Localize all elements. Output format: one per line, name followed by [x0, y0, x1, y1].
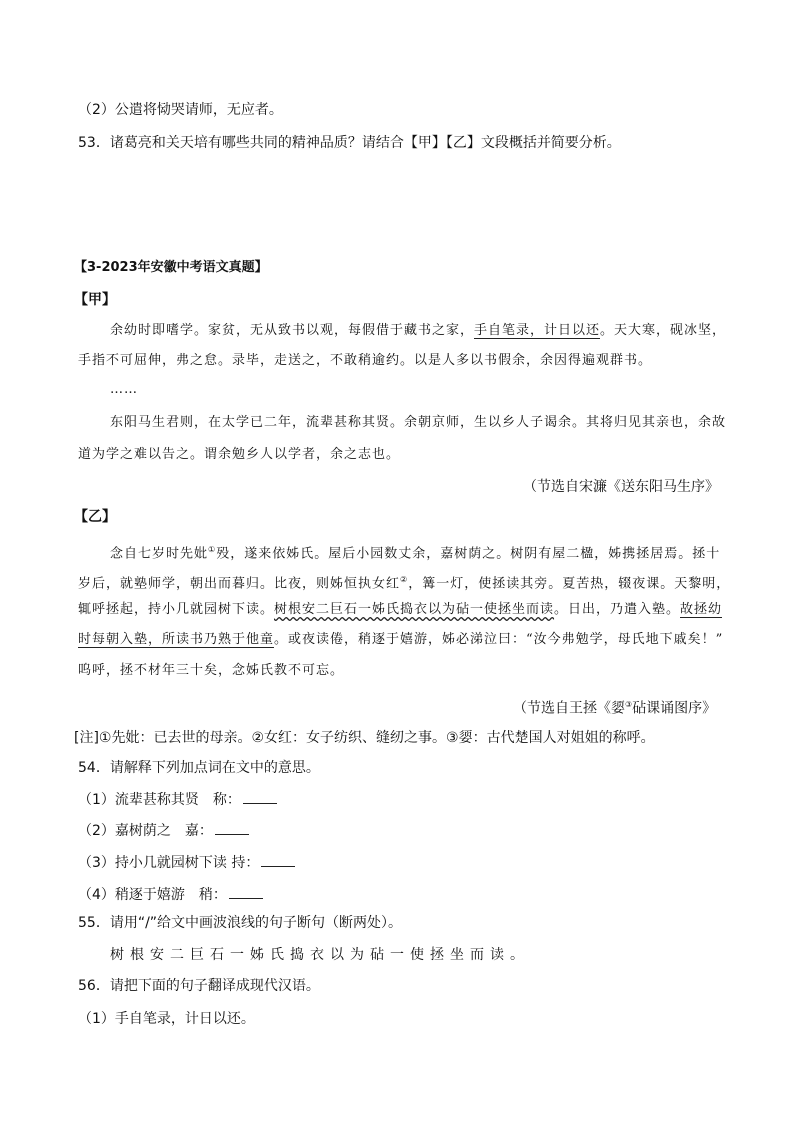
jia-line-3: 东阳马生君则，在太学已二年，流辈甚称其贤。余朝京师，生以乡人子谒余。其将归见其亲也，余故	[110, 415, 727, 430]
jia-underlined-sentence: 手自笔录，计日以还	[474, 323, 601, 338]
yi-underlined-sentence-b: 时每朝入塾，所读书乃熟于他童	[78, 632, 275, 647]
yi-source: （节选自王拯《媭③砧课诵图序》	[513, 700, 717, 717]
annotation-notes: [注]①先妣：已去世的母亲。②女红：女子纺织、缝纫之事。③媭：古代楚国人对姐姐的称呼。	[74, 730, 655, 746]
question-52-part-2: （2）公遣将恸哭请师，无应者。	[78, 102, 283, 118]
question-56: 56．请把下面的句子翻译成现代汉语。	[78, 978, 320, 994]
answer-blank[interactable]	[261, 852, 295, 867]
passage-jia-label: 【甲】	[74, 292, 116, 308]
answer-blank[interactable]	[229, 884, 263, 899]
question-55: 55．请用“/”给文中画波浪线的句子断句（断两处）。	[78, 915, 403, 931]
answer-blank[interactable]	[243, 789, 277, 804]
jia-line-2: 手指不可屈伸，弗之怠。录毕，走送之，不敢稍逾约。以是人多以书假余，余因得遍观群书。	[78, 353, 653, 368]
yi-line-5: 呜呼，拯不材年三十矣，念姊氏教不可忘。	[78, 663, 345, 678]
q54-item-2: （2）嘉树荫之 嘉：	[78, 820, 249, 841]
q56-item-1: （1）手自笔录，计日以还。	[78, 1011, 255, 1027]
yi-line-1: 念自七岁时先妣①殁，遂来依姊氏。屋后小园数丈余，嘉树荫之。树阴有屋二楹，姊携拯居焉。拯十	[110, 545, 721, 562]
q55-sentence: 树根安二巨石一姊氏捣衣以为砧一使拯坐而读。	[110, 947, 530, 963]
yi-underlined-sentence-a: 故拯幼	[680, 602, 723, 617]
jia-ellipsis: ……	[110, 382, 138, 397]
yi-line-4: 时每朝入塾，所读书乃熟于他童。或夜读倦，稍逐于嬉游，姊必涕泣曰：“汝今弗勉学，母氏地下戚矣！”	[78, 632, 724, 647]
jia-source: （节选自宋濂《送东阳马生序》	[523, 479, 719, 495]
jia-line-1: 余幼时即嗜学。家贫，无从致书以观，每假借于藏书之家，手自笔录，计日以还。天大寒，砚冰坚，	[110, 323, 727, 338]
q54-item-4: （4）稍逐于嬉游 稍：	[78, 884, 263, 905]
jia-line-4: 道为学之难以告之。谓余勉乡人以学者，余之志也。	[78, 447, 401, 462]
question-54: 54．请解释下列加点词在文中的意思。	[78, 760, 320, 776]
passage-yi-label: 【乙】	[74, 509, 116, 525]
yi-wavy-sentence: 树根安二巨石一姊氏捣衣以为砧一使拯坐而读	[274, 602, 555, 617]
yi-line-2: 岁后，就塾师学，朝出而暮归。比夜，则姊恒执女红②，篝一灯，使拯读其旁。夏苦热，辍夜课。天黎明，	[78, 575, 731, 592]
yi-line-3: 辄呼拯起，持小几就园树下读。树根安二巨石一姊氏捣衣以为砧一使拯坐而读。日出，乃遣入塾。故拯幼	[78, 602, 723, 617]
section-heading: 【3-2023年安徽中考语文真题】	[74, 260, 268, 275]
question-53: 53．诸葛亮和关天培有哪些共同的精神品质？请结合【甲】【乙】文段概括并简要分析。	[78, 135, 621, 151]
q54-item-3: （3）持小几就园树下读 持：	[78, 852, 295, 873]
answer-blank[interactable]	[215, 820, 249, 835]
q54-item-1: （1）流辈甚称其贤 称：	[78, 789, 277, 810]
